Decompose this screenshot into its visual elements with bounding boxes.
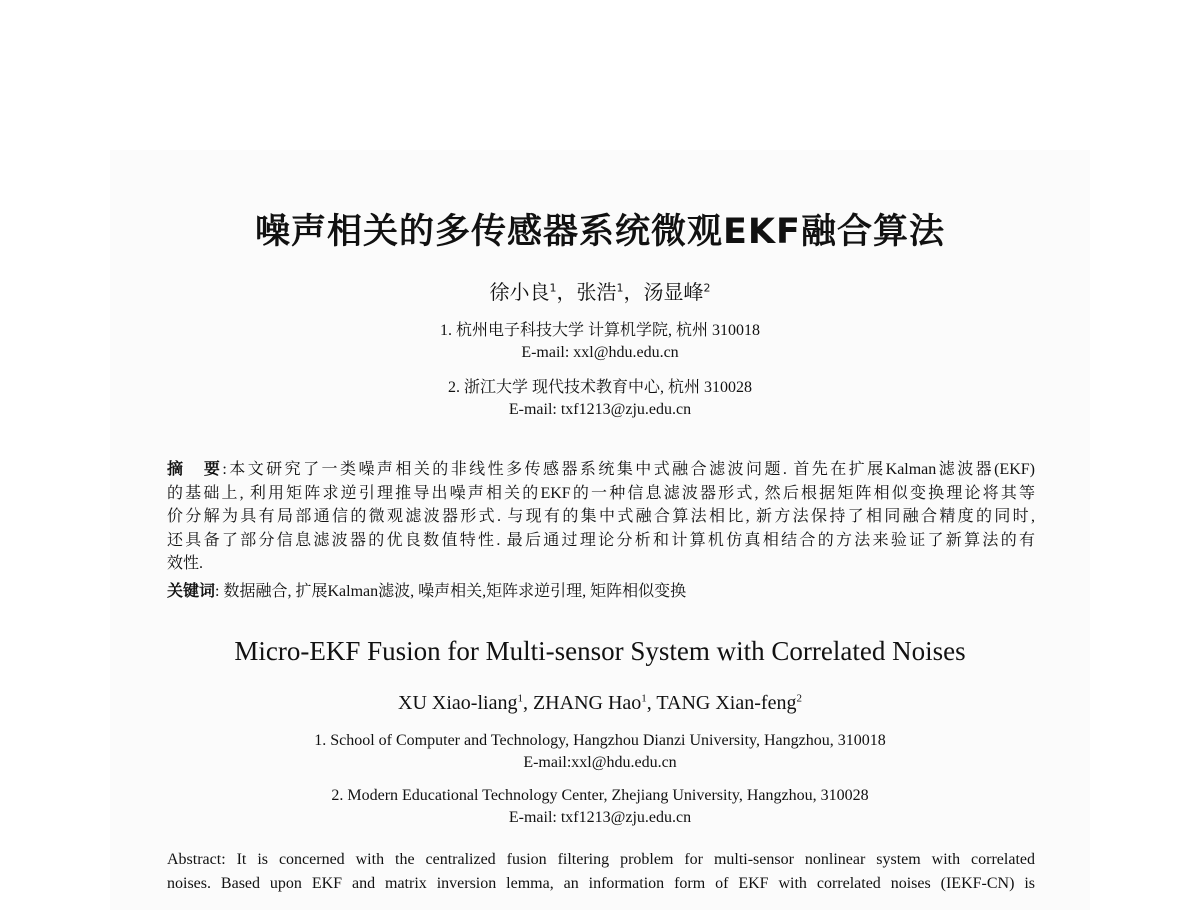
cn-author-3: 汤显峰 xyxy=(643,280,704,304)
cn-email-2: E-mail: txf1213@zju.edu.cn xyxy=(508,401,692,418)
en-author-1: XU Xiao-liang xyxy=(398,692,518,714)
cn-abstract-line: 的基础上, 利用矩阵求逆引理推导出噪声相关的EKF的一种信息滤波器形式, 然后根据矩阵相似变换理论将其等 xyxy=(167,484,1035,502)
en-author-1-affil-mark: 1 xyxy=(517,692,523,705)
en-author-separator: , xyxy=(646,692,657,714)
en-author-2: ZHANG Hao xyxy=(532,692,642,714)
cn-author-2: 张浩 xyxy=(576,280,617,304)
en-abstract xyxy=(167,848,1035,895)
en-author-list xyxy=(0,692,1200,715)
cn-abstract-text: :本文研究了一类噪声相关的非线性多传感器系统集中式融合滤波问题. 首先在扩展Kalman滤波器(EKF) xyxy=(222,461,1035,478)
cn-abstract xyxy=(167,457,1035,576)
cn-affiliation-1-block xyxy=(0,320,1200,364)
cn-abstract-line: 效性. xyxy=(167,555,204,572)
cn-paper-title: 噪声相关的多传感器系统微观EKF融合算法 xyxy=(255,212,945,252)
cn-abstract-line: 价分解为具有局部通信的微观滤波器形式. 与现有的集中式融合算法相比, 新方法保持了相同融合精度的同时, xyxy=(167,508,1035,525)
cn-author-1: 徐小良 xyxy=(489,280,550,304)
en-author-2-affil-mark: 1 xyxy=(641,692,647,705)
cn-abstract-line xyxy=(167,457,1035,482)
cn-author-3-affil-mark: 2 xyxy=(703,281,711,295)
cn-author-1-affil-mark: 1 xyxy=(549,281,557,295)
en-affiliation-2: 2. Modern Educational Technology Center, Zhejiang University, Hangzhou, 310028 xyxy=(331,787,869,804)
cn-keywords xyxy=(167,579,686,603)
cn-author-list xyxy=(0,276,1200,305)
cn-author-2-affil-mark: 1 xyxy=(616,281,624,295)
cn-author-separator: ， xyxy=(623,280,644,304)
en-affiliation-2-block xyxy=(0,785,1200,829)
cn-affiliation-2: 2. 浙江大学 现代技术教育中心, 杭州 310028 xyxy=(447,379,752,396)
cn-keywords-label: 关键词 xyxy=(167,581,216,600)
cn-abstract-label: 摘 要 xyxy=(167,459,223,478)
cn-abstract-line: 还具备了部分信息滤波器的优良数值特性. 最后通过理论分析和计算机仿真相结合的方法来验证了新算法的有 xyxy=(167,531,1035,549)
cn-keywords-text: : 数据融合, 扩展Kalman滤波, 噪声相关,矩阵求逆引理, 矩阵相似变换 xyxy=(215,583,687,600)
cn-email-1: E-mail: xxl@hdu.edu.cn xyxy=(521,344,679,361)
en-affiliation-1: 1. School of Computer and Technology, Hangzhou Dianzi University, Hangzhou, 310018 xyxy=(314,732,886,749)
cn-affiliation-1: 1. 杭州电子科技大学 计算机学院, 杭州 310018 xyxy=(439,322,760,339)
cn-affiliation-2-block xyxy=(0,377,1200,421)
en-author-3: TANG Xian-feng xyxy=(656,692,797,714)
cn-author-separator: ， xyxy=(556,280,577,304)
en-paper-title: Micro-EKF Fusion for Multi-sensor System with Correlated Noises xyxy=(234,636,966,666)
en-abstract-line: Abstract: It is concerned with the centralized fusion filtering problem for multi-sensor nonlinear system with correlated xyxy=(167,851,1035,868)
en-abstract-line: noises. Based upon EKF and matrix inversion lemma, an information form of EKF with correlated noises (IEKF-CN) is xyxy=(167,874,1035,892)
en-email-2: E-mail: txf1213@zju.edu.cn xyxy=(508,809,692,826)
en-author-3-affil-mark: 2 xyxy=(796,692,802,705)
en-author-separator: , xyxy=(522,692,533,714)
en-affiliation-1-block xyxy=(0,730,1200,774)
en-email-1: E-mail:xxl@hdu.edu.cn xyxy=(523,754,677,771)
